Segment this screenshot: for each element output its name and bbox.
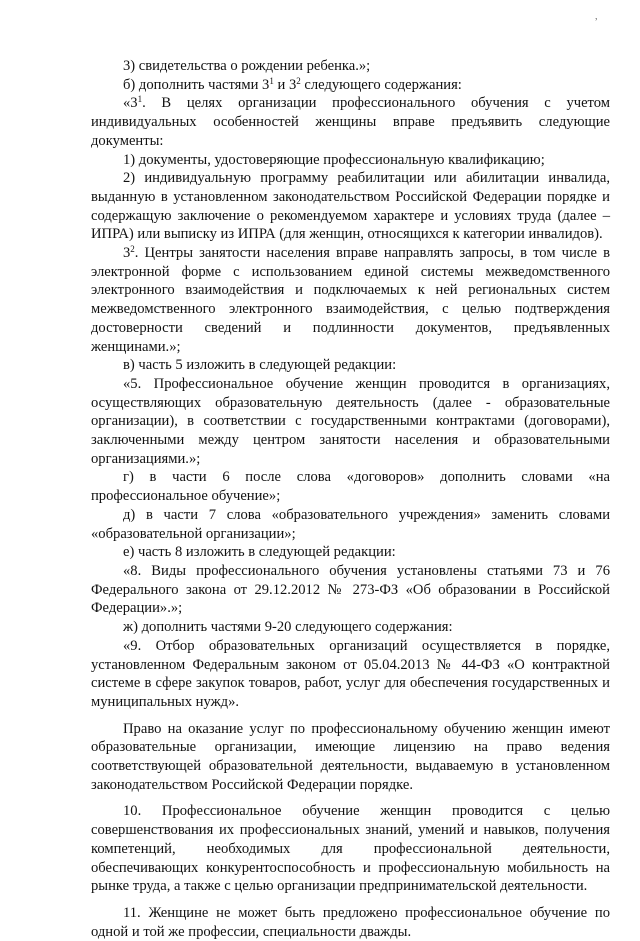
text-run: следующего содержания:	[300, 76, 462, 93]
text-run: ж) дополнить частями 9-20 следующего содержания:	[123, 619, 453, 636]
paragraph-2	[91, 76, 610, 95]
text-run: е) часть 8 изложить в следующей редакции:	[123, 544, 396, 561]
text-run: 3) свидетельства о рождении ребенка.»;	[123, 58, 371, 74]
paragraph-4	[91, 151, 610, 170]
paragraph-14	[91, 637, 610, 712]
text-run: . В целях организации профессионального обучения с учетом индивидуальных особенностей женщины вправе предъявить следующие документы:	[91, 95, 610, 149]
paragraph-5	[91, 169, 610, 244]
paragraph-1	[91, 57, 610, 76]
superscript: 1	[269, 75, 274, 86]
text-run: «5. Профессиональное обучение женщин проводится в организациях, осуществляющих образовательную деятельность (далее - образовательные организации), в соответствии с государственными контрактами (договорами), заключенными между центром занятости населения и образовательными организациями.»;	[91, 375, 610, 467]
paragraph-15	[91, 720, 610, 795]
text-run: 11. Женщине не может быть предложено профессиональное обучение по одной и той же профессии, специальности дважды.	[91, 904, 610, 940]
text-run: в) часть 5 изложить в следующей редакции:	[123, 357, 397, 374]
text-run: д) в части 7 слова «образовательного учреждения» заменить словами «образовательной организации»;	[91, 506, 610, 542]
text-run: 10. Профессиональное обучение женщин проводится с целью совершенствования их профессиональных знаний, умений и навыков, получения компетенций, необходимых для профессиональной деятельности, обеспечивающих конкурентоспособность и профессиональную мобильность на рынке труда, а также с целью организации предпринимательской деятельности.	[91, 803, 610, 895]
paragraph-7	[91, 356, 610, 375]
text-run: г) в части 6 после слова «договоров» дополнить словами «на профессиональное обучение»;	[91, 469, 610, 505]
text-run: и 3	[273, 76, 297, 93]
superscript: 1	[137, 94, 143, 105]
paragraph-13	[91, 618, 610, 637]
paragraph-10	[91, 506, 610, 543]
paragraph-6	[91, 244, 610, 356]
text-run: . Центры занятости населения вправе направлять запросы, в том числе в электронной форме с использованием единой системы межведомственного электронного взаимодействия и подключаемых к ней региональных систем межведомственного электронного взаимодействия, с целью подтверждения достоверности сведений и подлинности документов, предъявленных женщинами.»;	[91, 245, 610, 355]
superscript: 2	[296, 75, 301, 86]
text-run: 1) документы, удостоверяющие профессиональную квалификацию;	[123, 151, 545, 168]
text-run: 2) индивидуальную программу реабилитации или абилитации инвалида, выданную в установленном законодательством Российской Федерации порядке и содержащую заключение о рекомендуемом характере и условиях труда (далее – ИПРА) или выписку из ИПРА (для женщин, относящихся к категории инвалидов).	[91, 170, 610, 243]
paragraph-11	[91, 543, 610, 562]
paragraph-16	[91, 802, 610, 896]
paragraph-12	[91, 562, 610, 618]
paragraph-9	[91, 468, 610, 505]
paragraph-8	[91, 375, 610, 469]
text-run: 3	[123, 245, 131, 262]
text-run: «9. Отбор образовательных организаций осуществляется в порядке, установленном Федеральным законом от 05.04.2013 № 44-ФЗ «О контрактной системе в сфере закупок товаров, работ, услуг для обеспечения государственных и муниципальных нужд».	[91, 637, 610, 710]
superscript: 2	[130, 244, 135, 255]
text-run: б) дополнить частями 3	[123, 76, 270, 93]
text-run: Право на оказание услуг по профессиональному обучению женщин имеют образовательные организации, имеющие лицензию на право ведения соответствующей образовательной деятельности, выдаваемую в установленном законодательством Российской Федерации порядке.	[91, 720, 610, 793]
page-mark: ’	[594, 16, 598, 28]
paragraph-17	[91, 904, 610, 941]
text-run: «3	[123, 95, 138, 112]
text-run: «8. Виды профессионального обучения установлены статьями 73 и 76 Федерального закона от 29.12.2012 № 273-ФЗ «Об образовании в Российской Федерации».»;	[91, 562, 610, 617]
paragraph-3	[91, 94, 610, 150]
